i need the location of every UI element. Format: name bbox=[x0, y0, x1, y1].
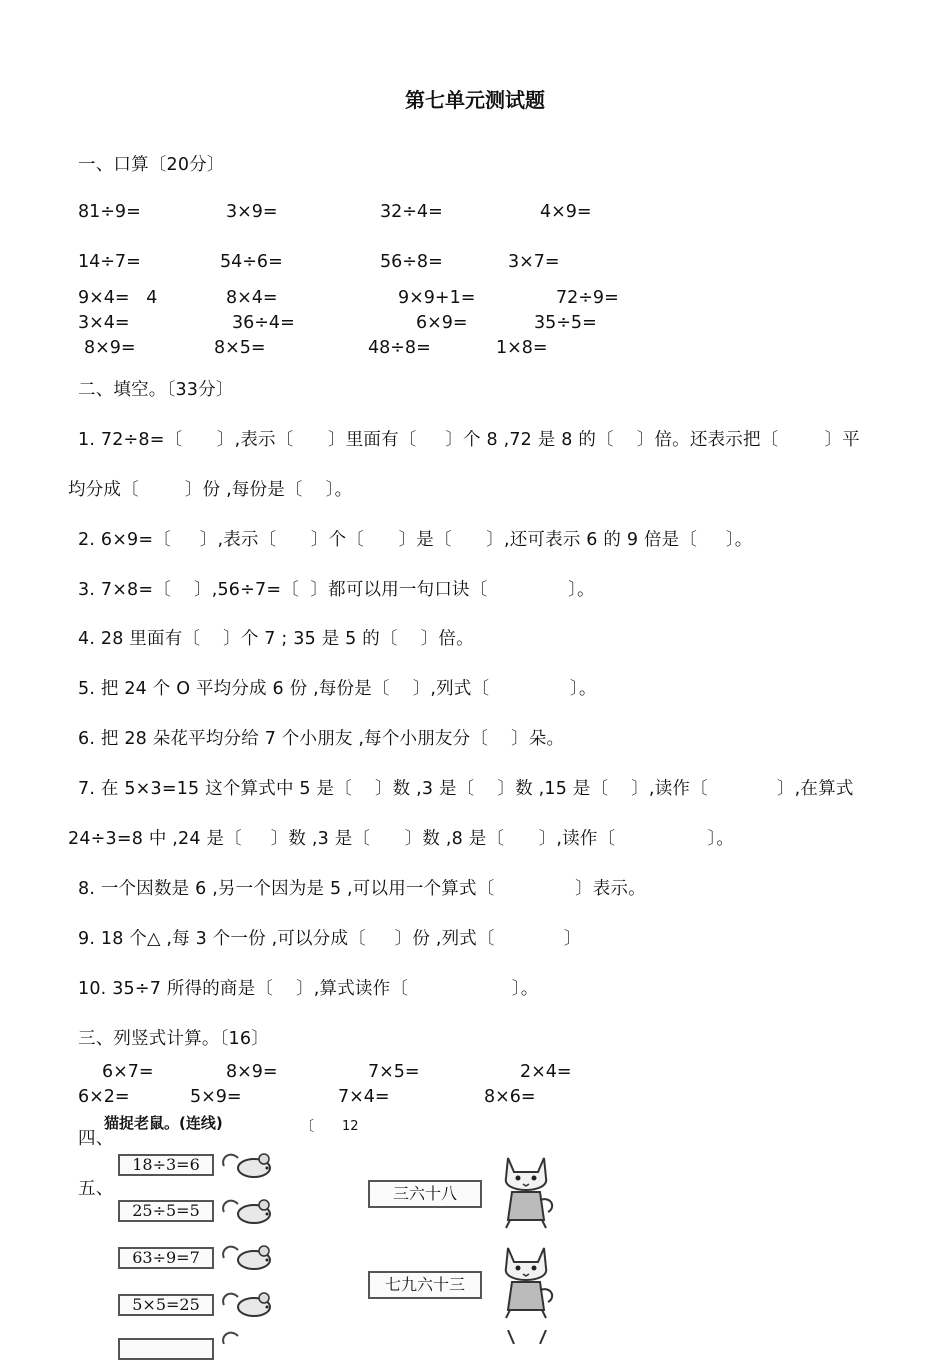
calc-item: 7×4= bbox=[338, 1087, 390, 1107]
fill-blank-item: 4. 28 里面有〔 〕个 7 ; 35 是 5 的〔 〕倍。 bbox=[78, 629, 474, 649]
fill-blank-item: 8. 一个因数是 6 ,另一个因为是 5 ,可以用一个算式〔 〕表示。 bbox=[78, 879, 646, 899]
calc-item: 3×7= bbox=[508, 252, 560, 272]
calc-item: 8×4= bbox=[226, 288, 278, 308]
calc-item: 72÷9= bbox=[556, 288, 619, 308]
calc-item: 8×9= bbox=[226, 1062, 278, 1082]
mouse-card[interactable]: 25÷5=5 bbox=[118, 1200, 214, 1222]
mouse-icon bbox=[220, 1194, 276, 1228]
calc-item: 48÷8= bbox=[368, 338, 431, 358]
calc-item: 54÷6= bbox=[220, 252, 283, 272]
fill-blank-item: 24÷3=8 中 ,24 是〔 〕数 ,3 是〔 〕数 ,8 是〔 〕,读作〔 〕。 bbox=[68, 829, 735, 849]
mouse-card[interactable]: 5×5=25 bbox=[118, 1294, 214, 1316]
section4-score: 12 bbox=[342, 1119, 359, 1134]
fill-blank-item: 1. 72÷8=〔 〕,表示〔 〕里面有〔 〕个 8 ,72 是 8 的〔 〕倍。还表示把〔 〕平 bbox=[78, 430, 860, 450]
mouse-icon bbox=[220, 1240, 276, 1274]
calc-item: 6×7= bbox=[102, 1062, 154, 1082]
section1-heading: 一、口算〔20分〕 bbox=[78, 155, 225, 175]
page-title: 第七单元测试题 bbox=[405, 88, 545, 112]
calc-item: 3×9= bbox=[226, 202, 278, 222]
mouse-card-partial bbox=[118, 1338, 214, 1360]
section3-heading: 三、列竖式计算。〔16〕 bbox=[78, 1029, 269, 1049]
calc-item: 56÷8= bbox=[380, 252, 443, 272]
calc-item: 2×4= bbox=[520, 1062, 572, 1082]
calc-item: 3×4= bbox=[78, 313, 130, 333]
calc-item: 35÷5= bbox=[534, 313, 597, 333]
calc-item: 36÷4= bbox=[232, 313, 295, 333]
section2-heading: 二、填空。〔33分〕 bbox=[78, 380, 234, 400]
cat-icon bbox=[500, 1330, 560, 1344]
calc-item: 5×9= bbox=[190, 1087, 242, 1107]
fill-blank-item: 9. 18 个△ ,每 3 个一份 ,可以分成〔 〕份 ,列式〔 〕 bbox=[78, 929, 582, 949]
calc-item: 8×5= bbox=[214, 338, 266, 358]
fill-blank-item: 3. 7×8=〔 〕,56÷7=〔 〕都可以用一句口诀〔 〕。 bbox=[78, 580, 595, 600]
calc-item: 32÷4= bbox=[380, 202, 443, 222]
mouse-card[interactable]: 63÷9=7 bbox=[118, 1247, 214, 1269]
calc-item: 81÷9= bbox=[78, 202, 141, 222]
fill-blank-item: 10. 35÷7 所得的商是〔 〕,算式读作〔 〕。 bbox=[78, 979, 539, 999]
calc-item: 1×8= bbox=[496, 338, 548, 358]
cat-icon bbox=[490, 1240, 562, 1320]
section5-heading: 五、 bbox=[78, 1179, 114, 1199]
fill-blank-item: 2. 6×9=〔 〕,表示〔 〕个〔 〕是〔 〕,还可表示 6 的 9 倍是〔 〕。 bbox=[78, 530, 753, 550]
mouse-icon bbox=[220, 1330, 276, 1344]
matching-title: 猫捉老鼠。(连线) bbox=[104, 1114, 223, 1132]
cat-card[interactable]: 三六十八 bbox=[368, 1180, 482, 1208]
calc-item: 8×6= bbox=[484, 1087, 536, 1107]
calc-item: 4×9= bbox=[540, 202, 592, 222]
calc-item: 14÷7= bbox=[78, 252, 141, 272]
cat-card[interactable]: 七九六十三 bbox=[368, 1271, 482, 1299]
mouse-icon bbox=[220, 1148, 276, 1182]
calc-item: 9×9+1= bbox=[398, 288, 476, 308]
section4-paren: 〔 bbox=[300, 1119, 314, 1135]
fill-blank-item: 5. 把 24 个 O 平均分成 6 份 ,每份是〔 〕,列式〔 〕。 bbox=[78, 679, 597, 699]
calc-item: 8×9= bbox=[84, 338, 136, 358]
fill-blank-item: 6. 把 28 朵花平均分给 7 个小朋友 ,每个小朋友分〔 〕朵。 bbox=[78, 729, 565, 749]
fill-blank-item: 7. 在 5×3=15 这个算式中 5 是〔 〕数 ,3 是〔 〕数 ,15 是〔 〕,读作〔 〕,在算式 bbox=[78, 779, 854, 799]
section4-heading: 四、 bbox=[78, 1129, 114, 1149]
fill-blank-item: 均分成〔 〕份 ,每份是〔 〕。 bbox=[68, 480, 353, 500]
calc-item: 9×4= 4 bbox=[78, 288, 158, 308]
mouse-icon bbox=[220, 1287, 276, 1321]
calc-item: 7×5= bbox=[368, 1062, 420, 1082]
cat-icon bbox=[490, 1150, 562, 1230]
calc-item: 6×2= bbox=[78, 1087, 130, 1107]
mouse-card[interactable]: 18÷3=6 bbox=[118, 1154, 214, 1176]
calc-item: 6×9= bbox=[416, 313, 468, 333]
